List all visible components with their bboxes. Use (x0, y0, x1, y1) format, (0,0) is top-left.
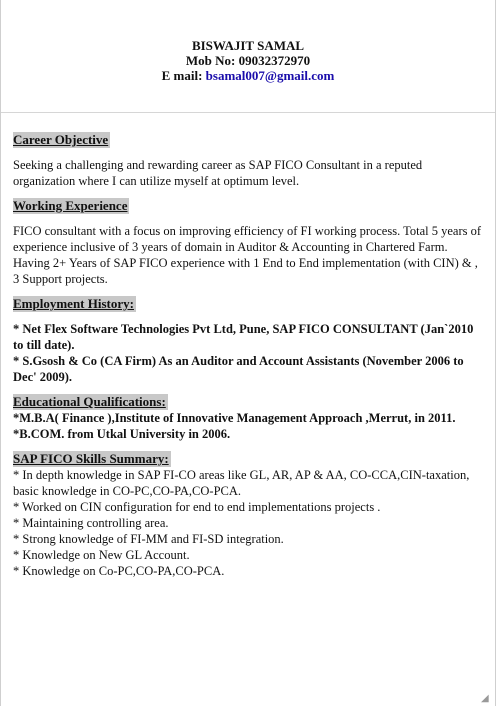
employment-item: * Net Flex Software Technologies Pvt Ltd, Pune, SAP FICO CONSULTANT (Jan`2010 to till date). (13, 322, 474, 352)
employment-item: * S.Gsosh & Co (CA Firm) As an Auditor and Account Assistants (November 2006 to Dec' 2009). (13, 354, 464, 384)
email-link[interactable]: bsamal007@gmail.com (205, 68, 335, 83)
skill-item: * Knowledge on Co-PC,CO-PA,CO-PCA. (13, 564, 225, 578)
education-list (13, 410, 485, 442)
education-item: *B.COM. from Utkal University in 2006. (13, 427, 231, 441)
section-education (13, 394, 485, 442)
skills-list (13, 467, 485, 579)
skill-item: * Knowledge on New GL Account. (13, 548, 190, 562)
skill-item: * Strong knowledge of FI-MM and FI-SD integration. (13, 532, 284, 546)
skill-item: * Maintaining controlling area. (13, 516, 169, 530)
skill-item: * Worked on CIN configuration for end to end implementations projects . (13, 500, 381, 514)
skills-title: SAP FICO Skills Summary: (13, 451, 169, 466)
section-employment-history (13, 296, 485, 385)
employment-list (13, 321, 485, 385)
candidate-name: BISWAJIT SAMAL (191, 38, 305, 53)
section-working-experience (13, 198, 485, 287)
section-career-objective (13, 132, 485, 189)
mobile-number: Mob No: 09032372970 (185, 53, 311, 68)
email-label: E mail: (161, 68, 206, 83)
working-experience-title: Working Experience (13, 198, 128, 213)
resize-handle-icon[interactable]: ◢ (481, 693, 489, 704)
career-objective-title: Career Objective (13, 132, 109, 147)
education-title: Educational Qualifications: (13, 394, 166, 409)
skill-item: * In depth knowledge in SAP FI-CO areas like GL, AR, AP & AA, CO-CCA,CIN-taxation, basic knowledge in CO-PC,CO-PA,CO-PCA. (13, 468, 470, 498)
resume-header (1, 0, 495, 83)
header-divider (1, 112, 495, 113)
career-objective-text: Seeking a challenging and rewarding career as SAP FICO Consultant in a reputed organization where I can utilize myself at optimum level. (13, 158, 423, 188)
employment-history-title: Employment History: (13, 296, 134, 311)
education-item: *M.B.A( Finance ),Institute of Innovative Management Approach ,Merrut, in 2011. (13, 411, 456, 425)
section-skills (13, 451, 485, 579)
resume-body (13, 132, 485, 579)
email-line (1, 68, 495, 83)
working-experience-text: FICO consultant with a focus on improving efficiency of FI working process. Total 5 years of experience inclusive of 3 years of domain in Auditor & Accounting in Chartered Farm. Having 2+ Years of SAP FICO experience with 1 End to End implementation (with CIN) & , 3 Support projects. (13, 224, 482, 286)
